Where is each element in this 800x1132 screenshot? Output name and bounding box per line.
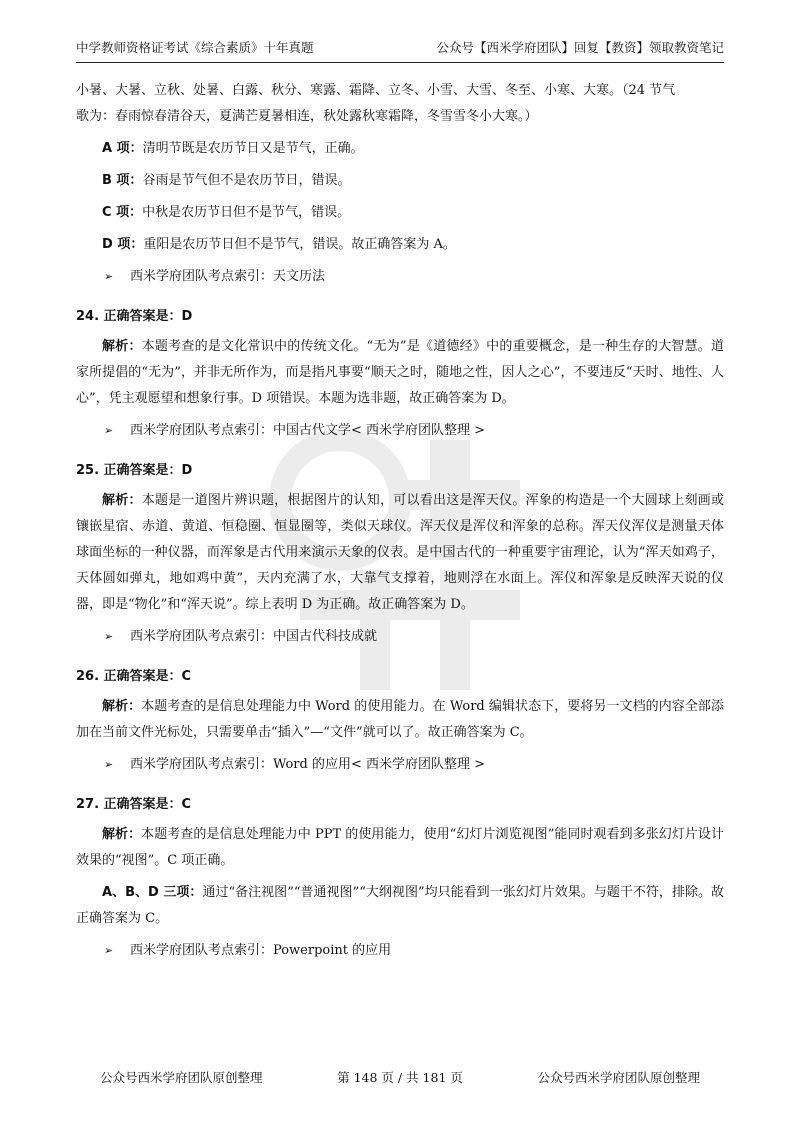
option-a-explanation: [76, 136, 724, 162]
footer-right: 公众号西米学府团队原创整理: [537, 1070, 700, 1085]
option-d-explanation: [76, 232, 724, 258]
question-27-answer: 27. 正确答案是：C: [76, 797, 192, 812]
header-right: 公众号【西米学府团队】回复【教资】领取教资笔记: [436, 40, 724, 55]
option-b-text: 谷雨是节气但不是农历节日，错误。: [142, 173, 351, 188]
analysis-text: 本题是一道图片辨识题，根据图片的认知，可以看出这是浑天仪。浑象的构造是一个大圆球上刻画或镶嵌星宿、赤道、黄道、恒稳圈、恒显圈等，类似天球仪。浑天仪是浑仪和浑象的总称。浑天仪浑仪是测量天体球面坐标的一种仪器，而浑象是古代用来演示天象的仪表。是中国古代的一种重要宇宙理论，认为“浑天如鸡子，天体圆如弹丸，地如鸡中黄”，天内充满了水，大靠气支撑着，地则浮在水面上。浑仪和浑象是反映浑天说的仪器，即是“物化”和“浑天说”。综上表明 D 为正确。故正确答案为 D。: [76, 493, 724, 612]
question-25-answer: 25. 正确答案是：D: [76, 463, 193, 478]
options-abd-text: 通过“备注视图”“普通视图”“大纲视图”均只能看到一张幻灯片效果。与题干不符，排除。故正确答案为 C。: [76, 885, 724, 926]
analysis-label: 解析：: [102, 493, 142, 508]
options-abd-label: A、B、D 三项：: [102, 885, 203, 900]
arrow-bullet-icon: ➢: [104, 630, 114, 643]
option-d-label: D 项：: [102, 237, 144, 252]
option-a-label: A 项：: [102, 141, 143, 156]
page-number: 第 148 页 / 共 181 页: [337, 1070, 463, 1085]
solar-terms-line1: 小暑、大暑、立秋、处暑、白露、秋分、寒露、霜降、立冬、小雪、大雪、冬至、小寒、大寒。（24 节气: [76, 83, 676, 98]
analysis-text: 本题考查的是信息处理能力中 PPT 的使用能力，使用“幻灯片浏览视图”能同时观看到多张幻灯片设计效果的“视图”。C 项正确。: [76, 827, 724, 868]
topic-index-text: 西米学府团队考点索引：中国古代科技成就: [130, 629, 378, 644]
question-25-analysis: [76, 488, 724, 618]
page-header: [76, 38, 724, 60]
header-divider: [76, 62, 724, 63]
arrow-bullet-icon: ➢: [104, 944, 114, 957]
analysis-text: 本题考查的是信息处理能力中 Word 的使用能力。在 Word 编辑状态下，要将另一文档的内容全部添加在当前文件光标处，只需要单击“插入”—“文件”就可以了。故正确答案为 C。: [76, 699, 724, 740]
topic-index-text: 西米学府团队考点索引：Word 的应用< 西米学府团队整理 >: [130, 757, 486, 772]
header-left: 中学教师资格证考试《综合素质》十年真题: [76, 40, 314, 55]
analysis-text: 本题考查的是文化常识中的传统文化。“无为”是《道德经》中的重要概念，是一种生存的大智慧。道家所提倡的“无为”，并非无所作为，而是指凡事要“顺天之时，随地之性，因人之心”，不要违反“天时、地性、人心”，凭主观愿望和想象行事。D 项错误。本题为选非题，故正确答案为 D。: [76, 339, 724, 406]
topic-index-bullet: [76, 624, 724, 650]
option-d-text: 重阳是农历节日但不是节气，错误。故正确答案为 A。: [143, 237, 456, 252]
option-a-text: 清明节既是农历节日又是节气，正确。: [142, 141, 364, 156]
analysis-label: 解析：: [102, 827, 142, 842]
question-26-answer: 26. 正确答案是：C: [76, 669, 192, 684]
option-c-explanation: [76, 200, 724, 226]
question-27-options-abd: [76, 880, 724, 932]
topic-index-text: 西米学府团队考点索引：Powerpoint 的应用: [130, 943, 392, 958]
arrow-bullet-icon: ➢: [104, 758, 114, 771]
topic-index-bullet: [76, 938, 724, 964]
analysis-label: 解析：: [102, 339, 142, 354]
page-content: [76, 78, 724, 964]
topic-index-text: 西米学府团队考点索引：中国古代文学< 西米学府团队整理 >: [130, 423, 486, 438]
question-27-analysis: [76, 822, 724, 874]
question-24-answer: 24. 正确答案是：D: [76, 309, 193, 324]
analysis-label: 解析：: [102, 699, 142, 714]
topic-index-bullet: [76, 752, 724, 778]
solar-terms-line2: 歌为：春雨惊春清谷天，夏满芒夏暑相连，秋处露秋寒霜降，冬雪雪冬小大寒。）: [76, 109, 538, 124]
footer-left: 公众号西米学府团队原创整理: [100, 1070, 263, 1085]
topic-index-text: 西米学府团队考点索引：天文历法: [130, 269, 326, 284]
topic-index-bullet: [76, 264, 724, 290]
arrow-bullet-icon: ➢: [104, 424, 114, 437]
option-b-label: B 项：: [102, 173, 143, 188]
question-26-analysis: [76, 694, 724, 746]
option-c-text: 中秋是农历节日但不是节气，错误。: [142, 205, 351, 220]
arrow-bullet-icon: ➢: [104, 270, 114, 283]
option-c-label: C 项：: [102, 205, 143, 220]
option-b-explanation: [76, 168, 724, 194]
question-24-analysis: [76, 334, 724, 412]
page-footer: [76, 1068, 724, 1088]
topic-index-bullet: [76, 418, 724, 444]
